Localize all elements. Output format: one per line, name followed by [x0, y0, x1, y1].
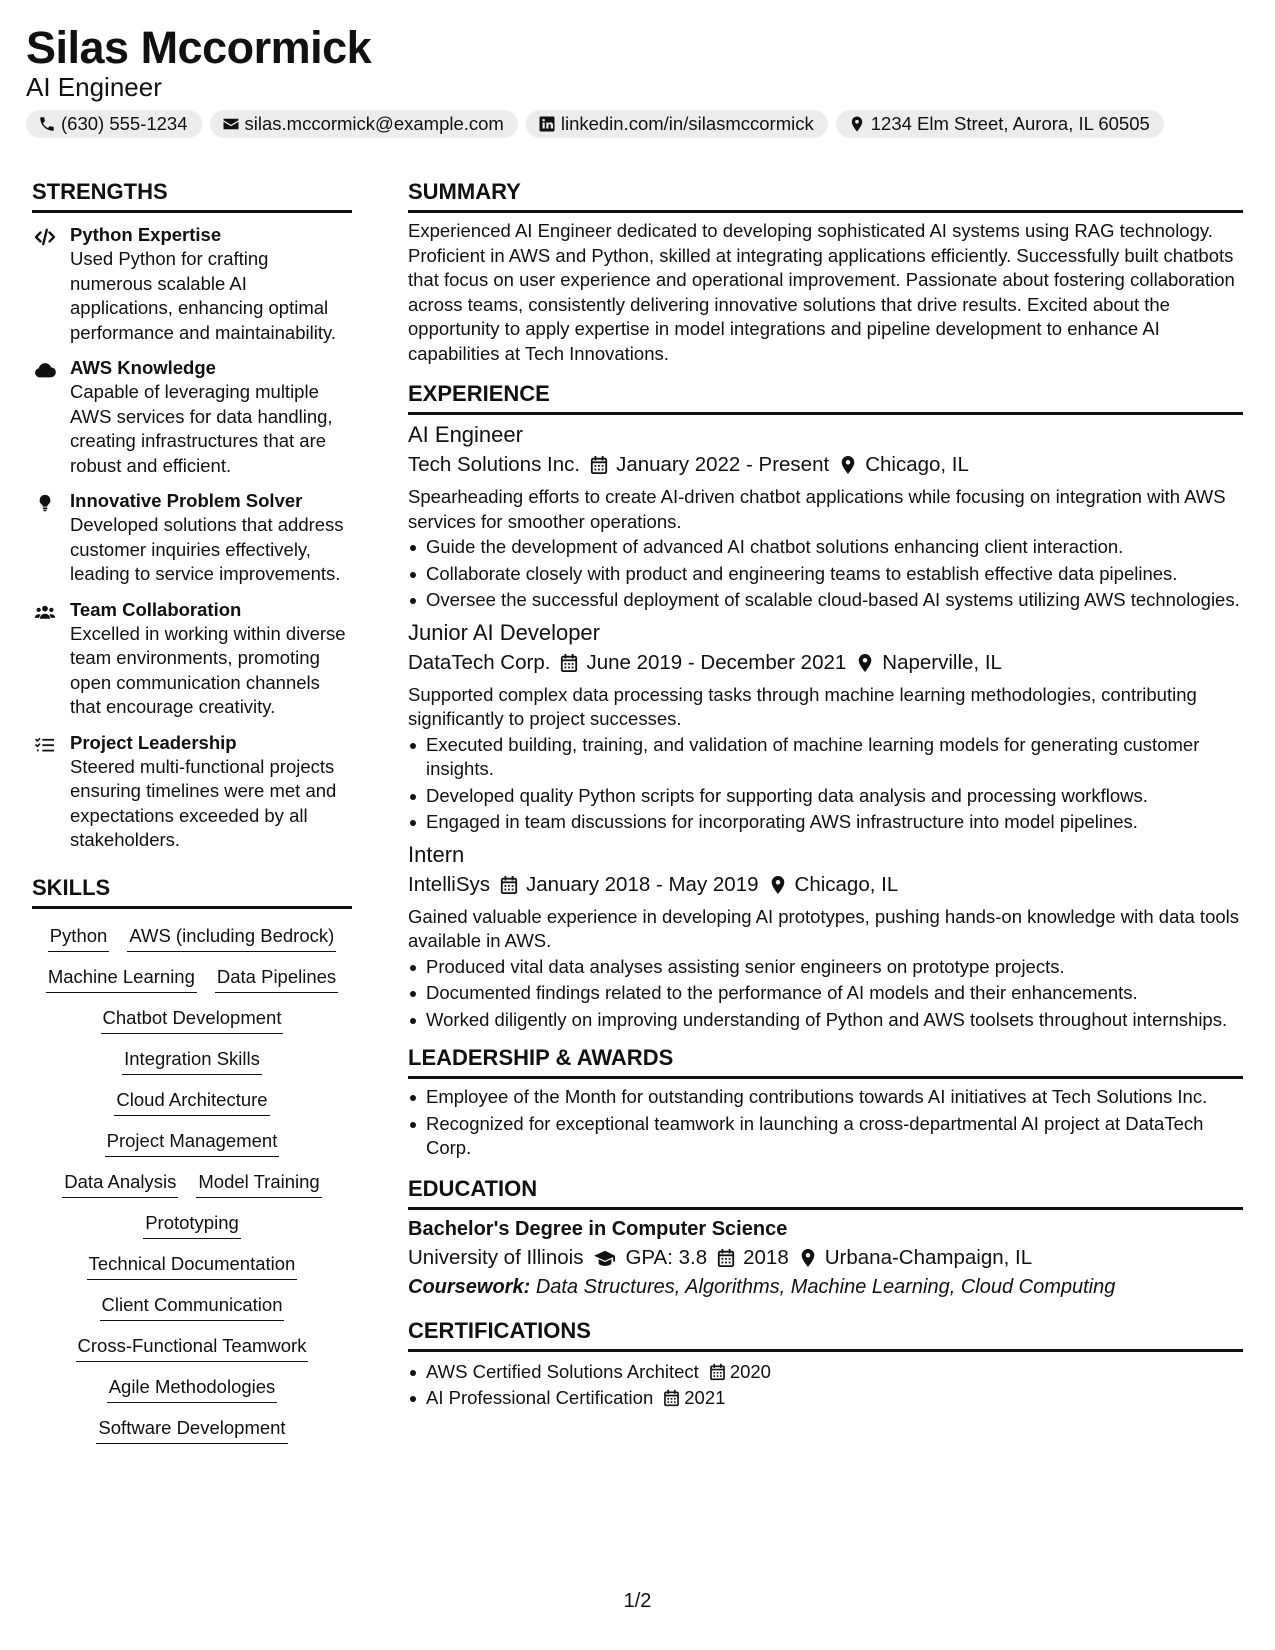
calendar-icon [590, 455, 608, 475]
certification-item [408, 1386, 1243, 1411]
education-degree: Bachelor's Degree in Computer Science [408, 1217, 788, 1240]
job-dates: January 2018 - May 2019 [526, 872, 759, 896]
job-bullets [408, 733, 1243, 835]
job-title: Intern [408, 841, 465, 867]
award-item: Recognized for exceptional teamwork in launching a cross-departmental AI project at DataTech Corp. [408, 1112, 1243, 1161]
certification-item [408, 1360, 1243, 1385]
job-bullets [408, 955, 1243, 1033]
calendar-icon [560, 653, 578, 673]
strength-description: Excelled in working within diverse team environments, promoting open communication channels that encourage creativity. [70, 622, 346, 717]
strength-title: Project Leadership [70, 731, 237, 753]
contact-address-text: 1234 Elm Street, Aurora, IL 60505 [870, 113, 1150, 134]
awards-heading: LEADERSHIP & AWARDS [408, 1044, 1243, 1079]
contact-linkedin[interactable] [526, 110, 828, 138]
skill-tag: Python [48, 923, 110, 952]
job-bullet: Guide the development of advanced AI chatbot solutions enhancing client interaction. [408, 535, 1243, 560]
skill-tag: Cross-Functional Teamwork [76, 1333, 309, 1362]
contact-email[interactable] [210, 110, 518, 138]
calendar-icon [709, 1363, 726, 1381]
job-bullet: Executed building, training, and validation of machine learning models for generating customer insights. [408, 733, 1243, 782]
strength-description: Used Python for crafting numerous scalable AI applications, enhancing optimal performance and maintainability. [70, 248, 336, 343]
job-company: DataTech Corp. [408, 650, 551, 674]
location-pin-icon [848, 115, 866, 133]
skill-tag: Client Communication [100, 1292, 285, 1321]
job-bullet: Developed quality Python scripts for supporting data analysis and processing workflows. [408, 784, 1243, 809]
job-title: Junior AI Developer [408, 619, 600, 645]
contact-linkedin-text: linkedin.com/in/silasmccormick [560, 113, 814, 134]
strength-description: Steered multi-functional projects ensuring timelines were met and expectations exceeded by all stakeholders. [70, 755, 337, 850]
certifications-heading: CERTIFICATIONS [408, 1317, 1243, 1352]
skill-tag: Integration Skills [122, 1046, 262, 1075]
job-dates: June 2019 - December 2021 [586, 650, 847, 674]
location-pin-icon [856, 653, 874, 673]
contact-bar [26, 110, 1249, 138]
experience-heading: EXPERIENCE [408, 380, 1243, 415]
job-location: Naperville, IL [882, 650, 1002, 674]
strengths-heading: STRENGTHS [32, 178, 352, 213]
skills-list [32, 923, 352, 1444]
job-bullet: Worked diligently on improving understanding of Python and AWS toolsets throughout internships. [408, 1008, 1243, 1033]
job-title: AI Engineer [408, 422, 523, 447]
skill-tag: Machine Learning [46, 964, 197, 993]
certification-year: 2021 [684, 1387, 726, 1408]
education-heading: EDUCATION [408, 1175, 1243, 1210]
skill-tag: Data Pipelines [215, 964, 338, 993]
job-meta [408, 870, 1243, 900]
users-icon [34, 603, 56, 621]
location-pin-icon [839, 455, 857, 475]
job-company: Tech Solutions Inc. [408, 453, 581, 476]
coursework-list: Data Structures, Algorithms, Machine Learning, Cloud Computing [535, 1275, 1116, 1298]
job-entry [408, 619, 1243, 835]
phone-icon [38, 115, 56, 133]
certification-name: AWS Certified Solutions Architect [426, 1360, 699, 1382]
envelope-icon [222, 115, 240, 133]
skill-tag: AWS (including Bedrock) [127, 923, 336, 952]
education-school: University of Illinois [408, 1245, 584, 1269]
job-bullets [408, 535, 1243, 613]
strength-description: Developed solutions that address customer inquiries effectively, leading to service improvements. [70, 514, 344, 584]
skill-tag: Agile Methodologies [107, 1374, 278, 1403]
job-bullet: Collaborate closely with product and engineering teams to establish effective data pipelines. [408, 562, 1243, 587]
strength-title: AWS Knowledge [70, 357, 216, 378]
contact-phone[interactable] [26, 110, 202, 138]
skill-tag: Chatbot Development [101, 1005, 284, 1034]
job-bullet: Produced vital data analyses assisting senior engineers on prototype projects. [408, 955, 1243, 980]
strength-item [32, 489, 352, 587]
location-pin-icon [769, 875, 787, 895]
job-bullet: Engaged in team discussions for incorporating AWS infrastructure into model pipelines. [408, 810, 1243, 835]
certifications-list [408, 1360, 1243, 1411]
certification-name: AI Professional Certification [426, 1387, 654, 1408]
skill-tag: Model Training [196, 1169, 321, 1198]
strength-title: Innovative Problem Solver [70, 490, 303, 511]
job-entry [408, 421, 1243, 613]
job-company: IntelliSys [408, 872, 491, 896]
awards-list [408, 1085, 1243, 1161]
job-meta [408, 450, 1243, 480]
contact-address [836, 110, 1164, 138]
strength-item [32, 356, 352, 478]
job-dates: January 2022 - Present [616, 453, 830, 476]
strength-item [32, 223, 352, 345]
skill-tag: Project Management [105, 1128, 280, 1157]
left-column [32, 178, 352, 1444]
coursework-label: Coursework: [408, 1275, 531, 1298]
award-item: Employee of the Month for outstanding contributions towards AI initiatives at Tech Solutions Inc. [408, 1085, 1243, 1110]
skill-tag: Software Development [96, 1415, 287, 1444]
code-icon [34, 228, 56, 246]
summary-text: Experienced AI Engineer dedicated to developing sophisticated AI systems using RAG technology. Proficient in AWS and Python, skilled at integrating applications efficiently. Successfully built chatbots that focus on user experience and operational improvement. Passionate about fostering collaboration across teams, consistently delivering innovative solutions that drive results. Excited about the opportunity to apply expertise in model integrations and pipeline development to enhance AI capabilities at Tech Innovations. [408, 220, 1235, 364]
resume-header [26, 22, 1249, 138]
strength-title: Team Collaboration [70, 598, 242, 620]
lightbulb-icon [34, 494, 56, 512]
tasks-icon [34, 736, 56, 754]
strength-item [32, 731, 352, 853]
skill-tag: Prototyping [143, 1210, 241, 1239]
skill-tag: Data Analysis [62, 1169, 178, 1198]
job-description: Spearheading efforts to create AI-driven chatbot applications while focusing on integration with AWS services for smoother operations. [408, 486, 1226, 532]
strength-title: Python Expertise [70, 224, 222, 245]
right-column [408, 178, 1243, 1413]
job-bullet: Documented findings related to the performance of AI models and their enhancements. [408, 981, 1243, 1006]
graduation-cap-icon [593, 1248, 617, 1268]
certification-year: 2020 [729, 1360, 771, 1382]
education-coursework [408, 1273, 1243, 1301]
strength-description: Capable of leveraging multiple AWS services for data handling, creating infrastructures that are robust and efficient. [70, 381, 333, 476]
skill-tag: Cloud Architecture [114, 1087, 269, 1116]
education-year: 2018 [743, 1245, 789, 1269]
job-location: Chicago, IL [794, 872, 899, 896]
calendar-icon [500, 875, 518, 895]
job-entry [408, 841, 1243, 1033]
page-number: 1/2 [623, 1590, 652, 1612]
skill-tag: Technical Documentation [87, 1251, 298, 1280]
job-location: Chicago, IL [865, 453, 969, 476]
calendar-icon [717, 1248, 735, 1268]
cloud-icon [34, 361, 56, 379]
linkedin-icon [538, 115, 556, 133]
job-description: Gained valuable experience in developing AI prototypes, pushing hands-on knowledge with data tools available in AWS. [408, 905, 1240, 951]
summary-heading: SUMMARY [408, 178, 1243, 213]
job-meta [408, 648, 1243, 678]
contact-email-text: silas.mccormick@example.com [244, 113, 504, 134]
calendar-icon [663, 1389, 680, 1407]
location-pin-icon [799, 1248, 817, 1268]
contact-phone-text: (630) 555-1234 [61, 113, 188, 134]
job-description: Supported complex data processing tasks through machine learning methodologies, contributing significantly to project successes. [408, 683, 1197, 729]
skills-heading: SKILLS [32, 874, 352, 909]
candidate-name: Silas Mccormick [26, 22, 372, 73]
job-bullet: Oversee the successful deployment of scalable cloud-based AI systems utilizing AWS technologies. [408, 588, 1243, 613]
education-location: Urbana-Champaign, IL [824, 1245, 1033, 1269]
candidate-role: AI Engineer [26, 72, 162, 102]
education-meta [408, 1243, 1243, 1273]
education-gpa: GPA: 3.8 [625, 1245, 708, 1269]
strength-item [32, 598, 352, 720]
